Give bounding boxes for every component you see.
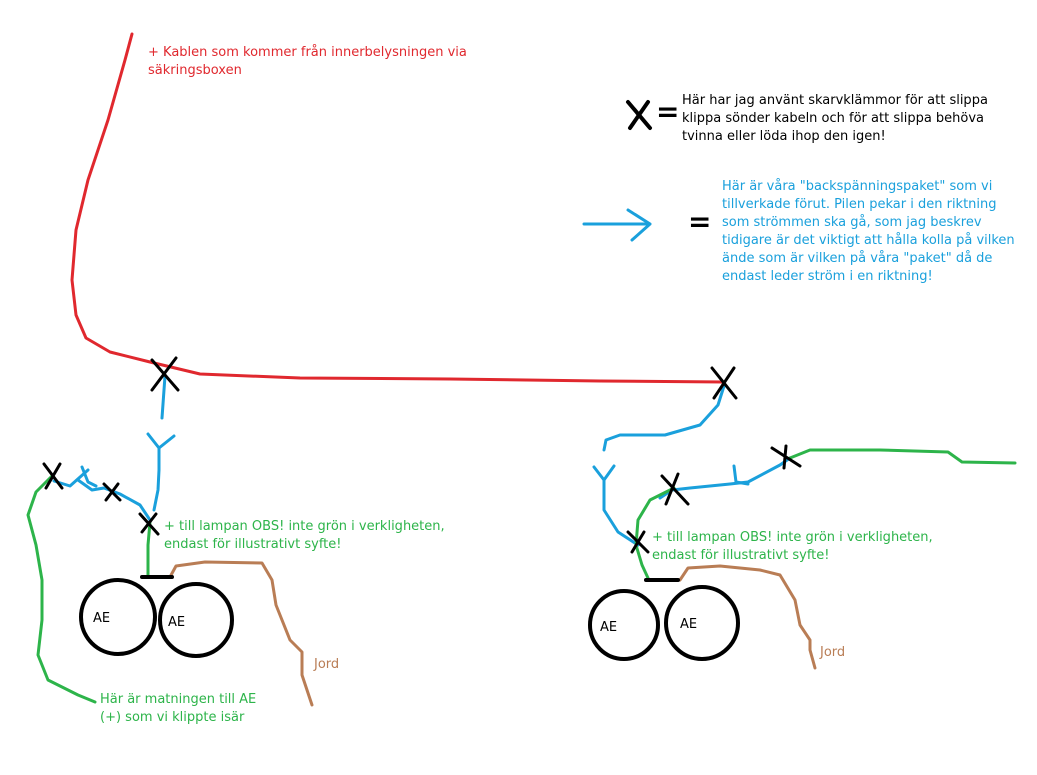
red-cable [72,34,724,382]
green-wire-left-feed [28,476,95,702]
cross-clamp-icon [628,102,650,128]
blue-wire-right-main [604,386,724,450]
diode-legend-text: Här är våra "backspänningspaket" som vi tillverkade förut. Pilen pekar i den riktning som strömmen ska gå, som jag beskrev tidigare är det viktigt att hålla kolla på vilken ände som är vilken på våra "paket" då de endast leder ström i en riktning! [722,179,1015,284]
ae-label: AE [600,620,618,635]
blue-wire-left-branch [54,470,150,520]
ground-label-left: Jord [314,657,340,672]
legend-equals: = [688,205,712,238]
brown-ground-right [680,566,815,668]
cross-legend-text: Här har jag använt skarvklämmor för att slippa klippa sönder kabeln och för att slippa behöva tvinna eller löda ihop den igen! [682,93,988,144]
ae-label: AE [168,615,186,630]
ae-circle [666,587,738,659]
green-wire-left-lamp [148,522,150,575]
diode-arrow-icon [584,210,650,240]
lamp-label-right: + till lampan OBS! inte grön i verkligheten, endast för illustrativt syfte! [652,530,933,563]
green-wire-right-feed [790,450,1015,463]
cross-clamp-icon [44,464,62,488]
ae-label: AE [93,611,111,626]
blue-wire-right-branch [660,458,790,498]
ae-label: AE [680,617,698,632]
diode-arrow-icon [594,466,638,545]
diode-arrow-icon [148,434,174,510]
ground-label-right: Jord [820,645,846,660]
blue-wire-left-main [162,376,165,418]
feed-label-left: Här är matningen till AE (+) som vi klippte isär [100,692,257,725]
lamp-label-left: + till lampan OBS! inte grön i verkligheten, endast för illustrativt syfte! [164,519,445,552]
red-cable-label: + Kablen som kommer från innerbelysningen via säkringsboxen [148,45,467,78]
legend-equals: = [656,95,680,128]
